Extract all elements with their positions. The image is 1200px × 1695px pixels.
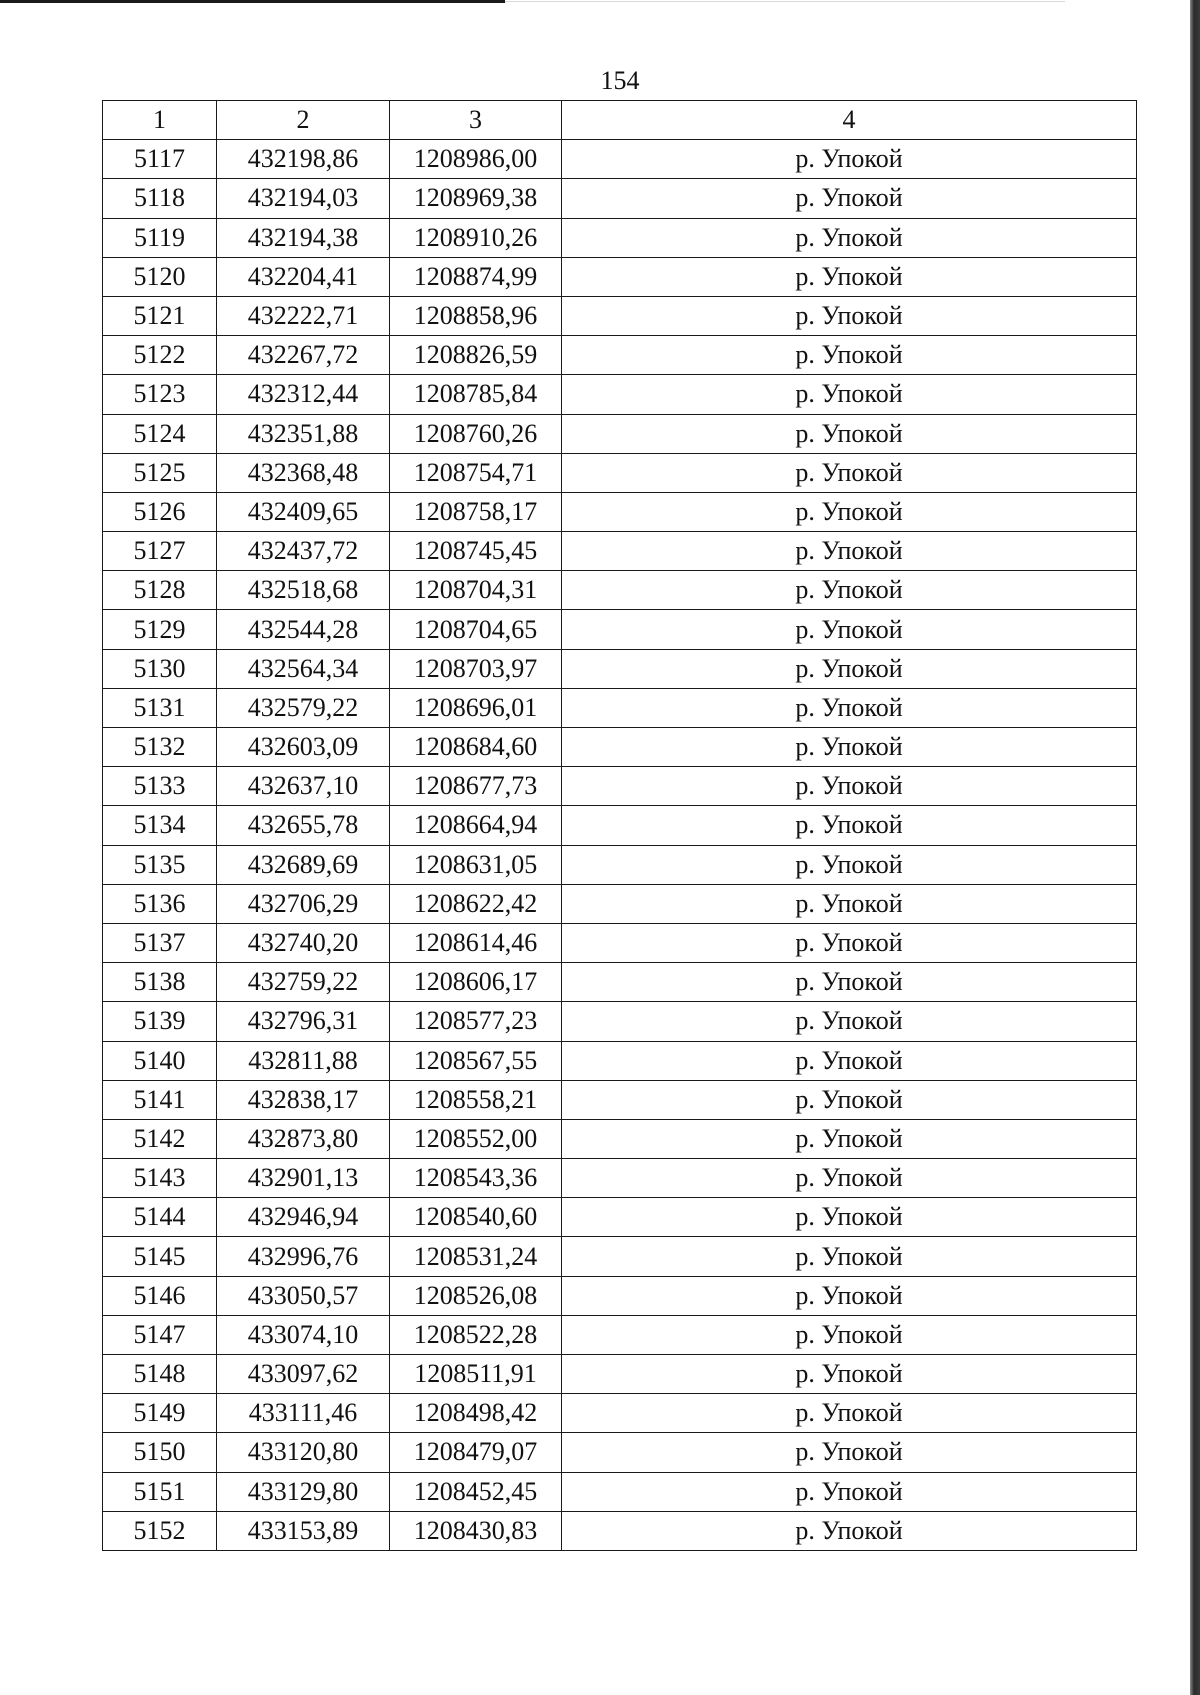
scan-right-edge <box>1190 0 1200 1695</box>
table-row <box>103 453 1137 492</box>
table-header-row <box>103 101 1137 140</box>
table-row <box>103 884 1137 923</box>
table-row <box>103 492 1137 531</box>
table-row <box>103 1433 1137 1472</box>
table-row <box>103 414 1137 453</box>
description-cell: р. Упокой <box>562 610 1137 649</box>
table-row <box>103 1315 1137 1354</box>
point-number-cell: 5137 <box>103 923 217 962</box>
point-number-cell: 5125 <box>103 453 217 492</box>
y-coordinate-cell: 1208631,05 <box>390 845 562 884</box>
table-row <box>103 336 1137 375</box>
description-cell: р. Упокой <box>562 571 1137 610</box>
y-coordinate-cell: 1208577,23 <box>390 1002 562 1041</box>
x-coordinate-cell: 432689,69 <box>217 845 390 884</box>
y-coordinate-cell: 1208704,31 <box>390 571 562 610</box>
y-coordinate-cell: 1208526,08 <box>390 1276 562 1315</box>
x-coordinate-cell: 432901,13 <box>217 1159 390 1198</box>
table-row <box>103 1041 1137 1080</box>
top-border-line <box>0 0 505 3</box>
table-row <box>103 767 1137 806</box>
y-coordinate-cell: 1208703,97 <box>390 649 562 688</box>
description-cell: р. Упокой <box>562 923 1137 962</box>
table-row <box>103 1472 1137 1511</box>
description-cell: р. Упокой <box>562 767 1137 806</box>
y-coordinate-cell: 1208452,45 <box>390 1472 562 1511</box>
y-coordinate-cell: 1208858,96 <box>390 296 562 335</box>
point-number-cell: 5120 <box>103 257 217 296</box>
header-cell-4: 4 <box>562 101 1137 140</box>
y-coordinate-cell: 1208479,07 <box>390 1433 562 1472</box>
point-number-cell: 5146 <box>103 1276 217 1315</box>
description-cell: р. Упокой <box>562 375 1137 414</box>
x-coordinate-cell: 433097,62 <box>217 1355 390 1394</box>
point-number-cell: 5126 <box>103 492 217 531</box>
point-number-cell: 5134 <box>103 806 217 845</box>
description-cell: р. Упокой <box>562 1237 1137 1276</box>
x-coordinate-cell: 432796,31 <box>217 1002 390 1041</box>
point-number-cell: 5147 <box>103 1315 217 1354</box>
y-coordinate-cell: 1208614,46 <box>390 923 562 962</box>
point-number-cell: 5141 <box>103 1080 217 1119</box>
description-cell: р. Упокой <box>562 492 1137 531</box>
y-coordinate-cell: 1208567,55 <box>390 1041 562 1080</box>
table-row <box>103 1198 1137 1237</box>
y-coordinate-cell: 1208430,83 <box>390 1511 562 1550</box>
x-coordinate-cell: 432518,68 <box>217 571 390 610</box>
table-row <box>103 532 1137 571</box>
point-number-cell: 5130 <box>103 649 217 688</box>
table-row <box>103 728 1137 767</box>
x-coordinate-cell: 432368,48 <box>217 453 390 492</box>
y-coordinate-cell: 1208754,71 <box>390 453 562 492</box>
page-number: 154 <box>600 66 640 95</box>
x-coordinate-cell: 432811,88 <box>217 1041 390 1080</box>
description-cell: р. Упокой <box>562 140 1137 179</box>
table-row <box>103 1237 1137 1276</box>
y-coordinate-cell: 1208664,94 <box>390 806 562 845</box>
x-coordinate-cell: 432198,86 <box>217 140 390 179</box>
description-cell: р. Упокой <box>562 1198 1137 1237</box>
description-cell: р. Упокой <box>562 1159 1137 1198</box>
table-row <box>103 610 1137 649</box>
x-coordinate-cell: 432579,22 <box>217 688 390 727</box>
point-number-cell: 5131 <box>103 688 217 727</box>
point-number-cell: 5133 <box>103 767 217 806</box>
y-coordinate-cell: 1208826,59 <box>390 336 562 375</box>
x-coordinate-cell: 432222,71 <box>217 296 390 335</box>
description-cell: р. Упокой <box>562 1511 1137 1550</box>
description-cell: р. Упокой <box>562 806 1137 845</box>
point-number-cell: 5144 <box>103 1198 217 1237</box>
description-cell: р. Упокой <box>562 453 1137 492</box>
table-row <box>103 296 1137 335</box>
header-cell-2: 2 <box>217 101 390 140</box>
y-coordinate-cell: 1208511,91 <box>390 1355 562 1394</box>
header-cell-1: 1 <box>103 101 217 140</box>
y-coordinate-cell: 1208874,99 <box>390 257 562 296</box>
point-number-cell: 5129 <box>103 610 217 649</box>
description-cell: р. Упокой <box>562 1394 1137 1433</box>
x-coordinate-cell: 433111,46 <box>217 1394 390 1433</box>
x-coordinate-cell: 432564,34 <box>217 649 390 688</box>
description-cell: р. Упокой <box>562 257 1137 296</box>
x-coordinate-cell: 432437,72 <box>217 532 390 571</box>
y-coordinate-cell: 1208704,65 <box>390 610 562 649</box>
point-number-cell: 5118 <box>103 179 217 218</box>
x-coordinate-cell: 433074,10 <box>217 1315 390 1354</box>
y-coordinate-cell: 1208677,73 <box>390 767 562 806</box>
y-coordinate-cell: 1208785,84 <box>390 375 562 414</box>
point-number-cell: 5150 <box>103 1433 217 1472</box>
table-row <box>103 571 1137 610</box>
top-border-line-faint <box>505 1 1065 2</box>
x-coordinate-cell: 432544,28 <box>217 610 390 649</box>
header-cell-3: 3 <box>390 101 562 140</box>
description-cell: р. Упокой <box>562 414 1137 453</box>
y-coordinate-cell: 1208986,00 <box>390 140 562 179</box>
description-cell: р. Упокой <box>562 845 1137 884</box>
table-row <box>103 649 1137 688</box>
table-row <box>103 1119 1137 1158</box>
description-cell: р. Упокой <box>562 179 1137 218</box>
y-coordinate-cell: 1208684,60 <box>390 728 562 767</box>
description-cell: р. Упокой <box>562 728 1137 767</box>
point-number-cell: 5121 <box>103 296 217 335</box>
table-row <box>103 963 1137 1002</box>
point-number-cell: 5138 <box>103 963 217 1002</box>
point-number-cell: 5128 <box>103 571 217 610</box>
y-coordinate-cell: 1208531,24 <box>390 1237 562 1276</box>
description-cell: р. Упокой <box>562 218 1137 257</box>
description-cell: р. Упокой <box>562 649 1137 688</box>
point-number-cell: 5123 <box>103 375 217 414</box>
description-cell: р. Упокой <box>562 1080 1137 1119</box>
point-number-cell: 5152 <box>103 1511 217 1550</box>
point-number-cell: 5117 <box>103 140 217 179</box>
y-coordinate-cell: 1208758,17 <box>390 492 562 531</box>
description-cell: р. Упокой <box>562 1472 1137 1511</box>
point-number-cell: 5140 <box>103 1041 217 1080</box>
table-row <box>103 218 1137 257</box>
point-number-cell: 5135 <box>103 845 217 884</box>
x-coordinate-cell: 432838,17 <box>217 1080 390 1119</box>
point-number-cell: 5145 <box>103 1237 217 1276</box>
y-coordinate-cell: 1208760,26 <box>390 414 562 453</box>
point-number-cell: 5127 <box>103 532 217 571</box>
table-row <box>103 1080 1137 1119</box>
x-coordinate-cell: 432873,80 <box>217 1119 390 1158</box>
x-coordinate-cell: 432312,44 <box>217 375 390 414</box>
point-number-cell: 5122 <box>103 336 217 375</box>
description-cell: р. Упокой <box>562 1355 1137 1394</box>
x-coordinate-cell: 433129,80 <box>217 1472 390 1511</box>
table-row <box>103 688 1137 727</box>
point-number-cell: 5149 <box>103 1394 217 1433</box>
description-cell: р. Упокой <box>562 1041 1137 1080</box>
table-row <box>103 1276 1137 1315</box>
table-row <box>103 1002 1137 1041</box>
table-row <box>103 845 1137 884</box>
table-row <box>103 375 1137 414</box>
y-coordinate-cell: 1208552,00 <box>390 1119 562 1158</box>
x-coordinate-cell: 432351,88 <box>217 414 390 453</box>
point-number-cell: 5142 <box>103 1119 217 1158</box>
x-coordinate-cell: 432204,41 <box>217 257 390 296</box>
x-coordinate-cell: 432706,29 <box>217 884 390 923</box>
table-row <box>103 806 1137 845</box>
x-coordinate-cell: 432267,72 <box>217 336 390 375</box>
y-coordinate-cell: 1208543,36 <box>390 1159 562 1198</box>
x-coordinate-cell: 432603,09 <box>217 728 390 767</box>
point-number-cell: 5143 <box>103 1159 217 1198</box>
y-coordinate-cell: 1208606,17 <box>390 963 562 1002</box>
y-coordinate-cell: 1208498,42 <box>390 1394 562 1433</box>
y-coordinate-cell: 1208745,45 <box>390 532 562 571</box>
description-cell: р. Упокой <box>562 296 1137 335</box>
coordinates-table <box>102 100 1137 1551</box>
x-coordinate-cell: 432194,38 <box>217 218 390 257</box>
x-coordinate-cell: 432194,03 <box>217 179 390 218</box>
y-coordinate-cell: 1208622,42 <box>390 884 562 923</box>
x-coordinate-cell: 433050,57 <box>217 1276 390 1315</box>
table-row <box>103 1355 1137 1394</box>
point-number-cell: 5132 <box>103 728 217 767</box>
x-coordinate-cell: 432946,94 <box>217 1198 390 1237</box>
description-cell: р. Упокой <box>562 1119 1137 1158</box>
x-coordinate-cell: 432637,10 <box>217 767 390 806</box>
x-coordinate-cell: 432655,78 <box>217 806 390 845</box>
table-row <box>103 257 1137 296</box>
point-number-cell: 5148 <box>103 1355 217 1394</box>
table-row <box>103 1394 1137 1433</box>
description-cell: р. Упокой <box>562 688 1137 727</box>
x-coordinate-cell: 432409,65 <box>217 492 390 531</box>
y-coordinate-cell: 1208969,38 <box>390 179 562 218</box>
description-cell: р. Упокой <box>562 336 1137 375</box>
description-cell: р. Упокой <box>562 1433 1137 1472</box>
x-coordinate-cell: 432759,22 <box>217 963 390 1002</box>
point-number-cell: 5139 <box>103 1002 217 1041</box>
description-cell: р. Упокой <box>562 532 1137 571</box>
table-row <box>103 179 1137 218</box>
x-coordinate-cell: 433120,80 <box>217 1433 390 1472</box>
point-number-cell: 5151 <box>103 1472 217 1511</box>
point-number-cell: 5119 <box>103 218 217 257</box>
description-cell: р. Упокой <box>562 1276 1137 1315</box>
table-body <box>103 140 1137 1551</box>
table-row <box>103 1511 1137 1550</box>
x-coordinate-cell: 433153,89 <box>217 1511 390 1550</box>
description-cell: р. Упокой <box>562 963 1137 1002</box>
y-coordinate-cell: 1208540,60 <box>390 1198 562 1237</box>
description-cell: р. Упокой <box>562 884 1137 923</box>
table-row <box>103 1159 1137 1198</box>
y-coordinate-cell: 1208696,01 <box>390 688 562 727</box>
point-number-cell: 5136 <box>103 884 217 923</box>
y-coordinate-cell: 1208558,21 <box>390 1080 562 1119</box>
description-cell: р. Упокой <box>562 1315 1137 1354</box>
y-coordinate-cell: 1208522,28 <box>390 1315 562 1354</box>
table-row <box>103 923 1137 962</box>
x-coordinate-cell: 432996,76 <box>217 1237 390 1276</box>
x-coordinate-cell: 432740,20 <box>217 923 390 962</box>
point-number-cell: 5124 <box>103 414 217 453</box>
description-cell: р. Упокой <box>562 1002 1137 1041</box>
y-coordinate-cell: 1208910,26 <box>390 218 562 257</box>
table-row <box>103 140 1137 179</box>
